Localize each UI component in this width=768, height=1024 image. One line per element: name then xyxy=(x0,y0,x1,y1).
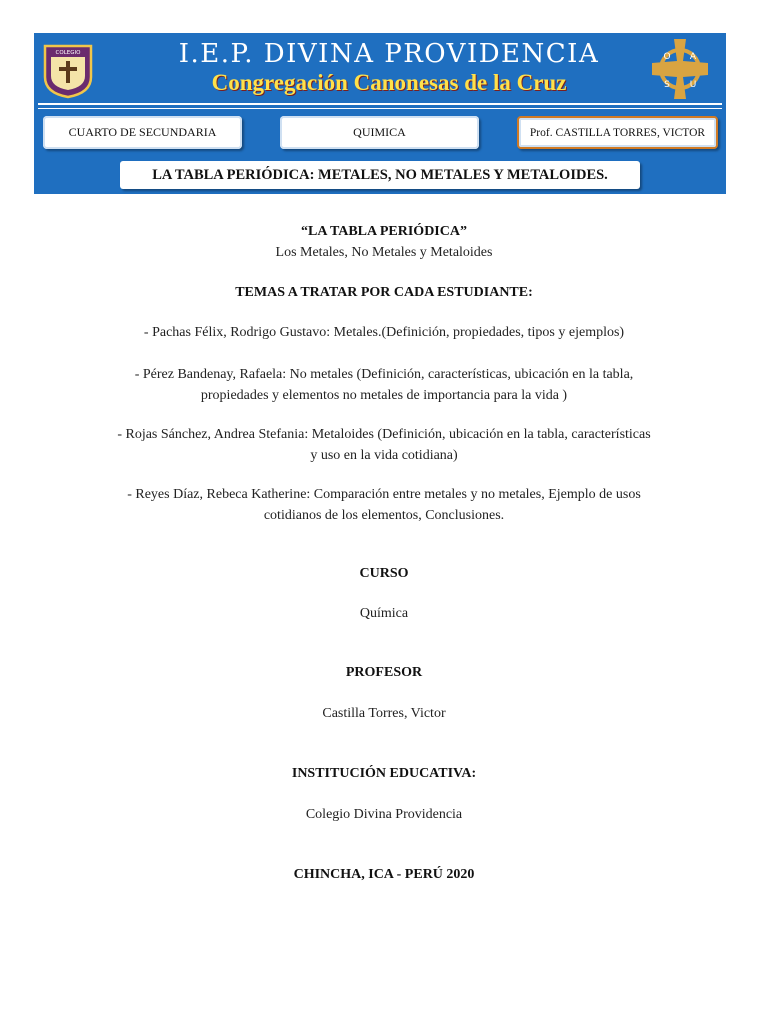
topic-item xyxy=(60,322,708,343)
topic-line: - Pérez Bandenay, Rafaela: No metales (Definición, características, ubicación en la tabla, xyxy=(134,367,634,382)
location-year: CHINCHA, ICA - PERÚ 2020 xyxy=(293,867,475,882)
topic-line: - Pachas Félix, Rodrigo Gustavo: Metales.(Definición, propiedades, tipos y ejemplos) xyxy=(143,325,625,340)
school-badge-logo xyxy=(42,43,94,99)
course-label: CURSO xyxy=(359,566,409,581)
emblem-letter-4: U xyxy=(689,80,697,90)
emblem-letter-1: O xyxy=(663,52,671,62)
document-title: “LA TABLA PERIÓDICA” xyxy=(301,224,467,239)
topics-heading: TEMAS A TRATAR POR CADA ESTUDIANTE: xyxy=(235,285,533,300)
topic-line: propiedades y elementos no metales de importancia para la vida ) xyxy=(200,388,568,403)
institution-value: Colegio Divina Providencia xyxy=(305,807,463,822)
topic-line: - Rojas Sánchez, Andrea Stefania: Metaloides (Definición, ubicación en la tabla, características xyxy=(117,427,651,442)
congregation-name: Congregación Canonesas de la Cruz xyxy=(211,70,567,95)
topic-line: y uso en la vida cotidiana) xyxy=(310,448,458,463)
course-box: QUIMICA xyxy=(280,116,479,149)
grade-box: CUARTO DE SECUNDARIA xyxy=(43,116,242,149)
document-header xyxy=(34,33,726,194)
emblem-letter-3: S xyxy=(664,80,670,90)
document-subtitle: Los Metales, No Metales y Metaloides xyxy=(275,245,493,260)
teacher-value: Castilla Torres, Victor xyxy=(322,706,446,721)
header-divider xyxy=(38,103,722,105)
header-divider-thin xyxy=(38,108,722,109)
emblem-letter-2: A xyxy=(689,52,697,62)
topic-line: cotidianos de los elementos, Conclusiones. xyxy=(263,508,505,523)
topic-item xyxy=(60,424,708,466)
topic-line: - Reyes Díaz, Rebeca Katherine: Comparación entre metales y no metales, Ejemplo de usos xyxy=(127,487,641,502)
teacher-box: Prof. CASTILLA TORRES, VICTOR xyxy=(517,116,718,149)
badge-text: COLEGIO xyxy=(55,50,81,56)
institution-label: INSTITUCIÓN EDUCATIVA: xyxy=(291,766,477,781)
topic-title-box: LA TABLA PERIÓDICA: METALES, NO METALES Y METALOIDES. xyxy=(120,161,640,189)
topic-item xyxy=(60,484,708,526)
topic-item xyxy=(60,364,708,406)
course-value: Química xyxy=(359,606,409,621)
school-name: I.E.P. DIVINA PROVIDENCIA xyxy=(178,39,600,69)
teacher-label: PROFESOR xyxy=(345,665,423,680)
cross-emblem-logo xyxy=(648,37,712,101)
